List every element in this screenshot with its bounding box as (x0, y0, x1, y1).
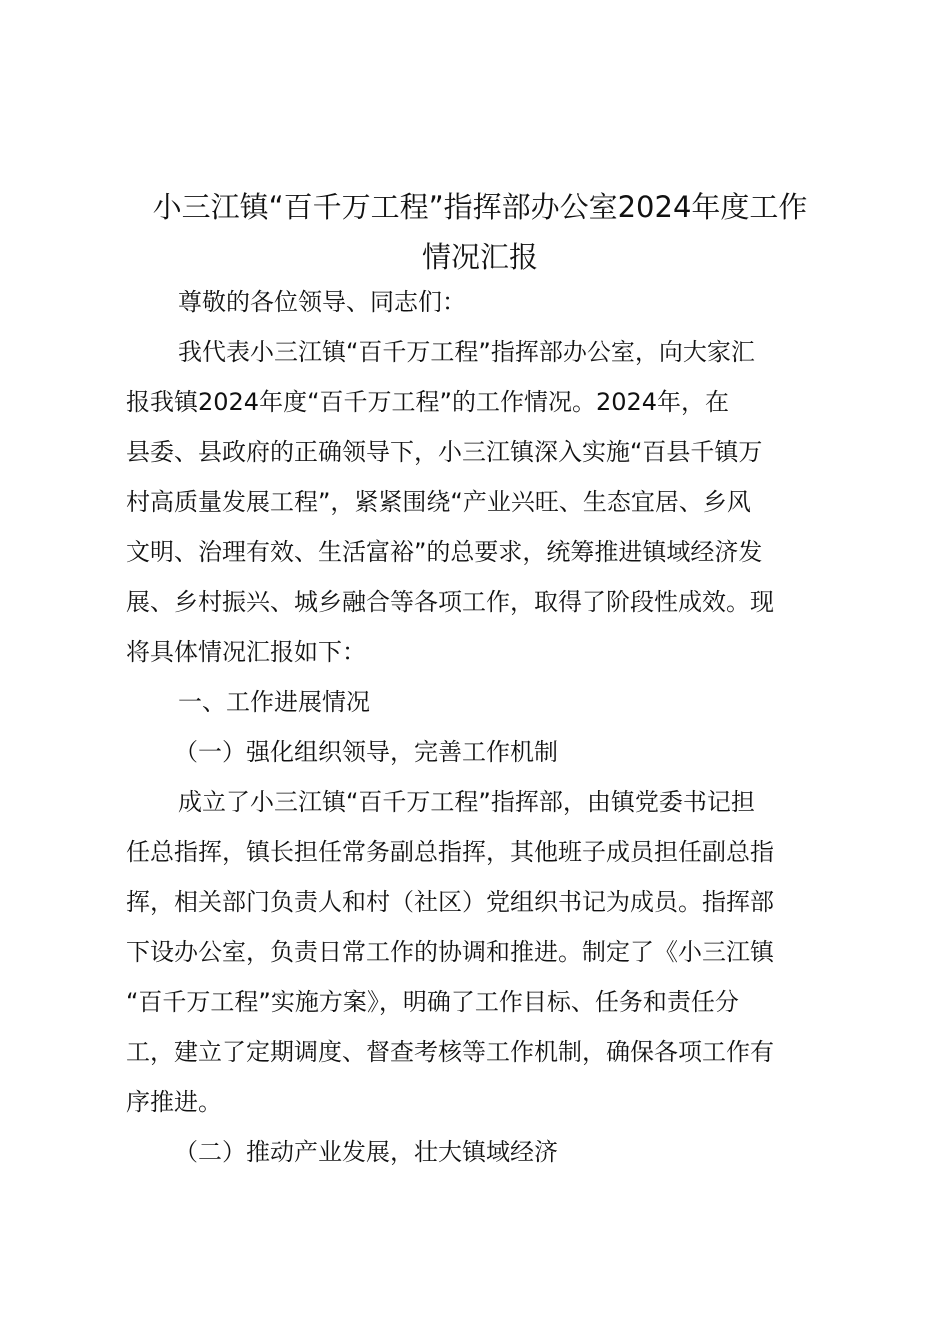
salutation: 尊敬的各位领导、同志们： (178, 288, 466, 316)
document-body (126, 277, 838, 1177)
subsection-heading: （一）强化组织领导，完善工作机制 (174, 738, 558, 766)
document-title (120, 182, 840, 282)
subsection-heading: （二）推动产业发展，壮大镇域经济 (174, 1138, 558, 1166)
body-line: “百千万工程”实施方案》，明确了工作目标、任务和责任分 (126, 988, 739, 1016)
body-line: 挥，相关部门负责人和村（社区）党组织书记为成员。指挥部 (126, 888, 774, 916)
body-line: 下设办公室，负责日常工作的协调和推进。制定了《小三江镇 (126, 938, 774, 966)
body-line: 将具体情况汇报如下： (126, 638, 366, 666)
title-line-1: 小三江镇“百千万工程”指挥部办公室2024年度工作 (152, 190, 808, 224)
body-line: 村高质量发展工程”，紧紧围绕“产业兴旺、生态宜居、乡风 (126, 488, 751, 516)
body-line: 文明、治理有效、生活富裕”的总要求，统筹推进镇域经济发 (126, 538, 763, 566)
body-line: 展、乡村振兴、城乡融合等各项工作，取得了阶段性成效。现 (126, 588, 774, 616)
body-line: 县委、县政府的正确领导下，小三江镇深入实施“百县千镇万 (126, 438, 763, 466)
body-line: 我代表小三江镇“百千万工程”指挥部办公室，向大家汇 (178, 338, 755, 366)
body-line: 序推进。 (126, 1088, 222, 1116)
body-line: 工，建立了定期调度、督查考核等工作机制，确保各项工作有 (126, 1038, 774, 1066)
title-line-2: 情况汇报 (421, 240, 538, 274)
body-line: 报我镇2024年度“百千万工程”的工作情况。2024年，在 (126, 388, 730, 416)
body-line: 任总指挥，镇长担任常务副总指挥，其他班子成员担任副总指 (126, 838, 774, 866)
section-heading: 一、工作进展情况 (178, 688, 370, 716)
body-line: 成立了小三江镇“百千万工程”指挥部，由镇党委书记担 (178, 788, 755, 816)
